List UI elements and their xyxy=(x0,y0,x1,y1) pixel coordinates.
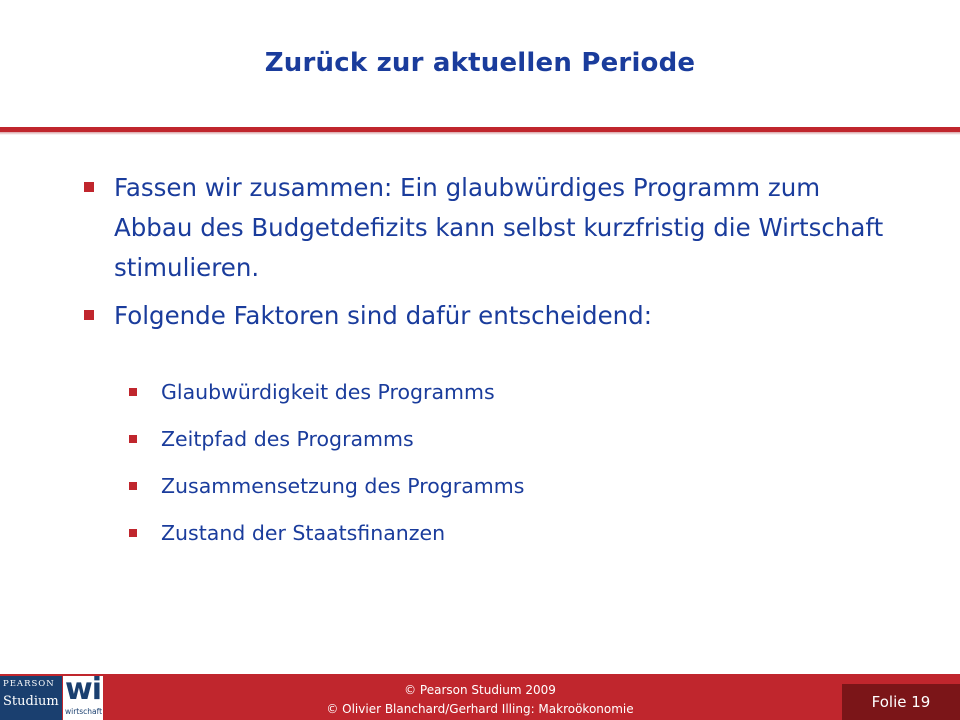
copyright-line: © Pearson Studium 2009 xyxy=(404,683,556,697)
bullet-list xyxy=(82,168,902,336)
subbullet-item xyxy=(127,377,887,407)
logo-wi-text: wi xyxy=(65,672,101,707)
square-bullet-icon xyxy=(129,482,137,490)
logo-pearson-text: PEARSON xyxy=(3,679,55,689)
subbullet-item xyxy=(127,518,887,548)
subbullet-text: Zusammensetzung des Programms xyxy=(161,474,525,498)
subbullet-list xyxy=(127,377,887,565)
subbullet-item xyxy=(127,471,887,501)
pearson-studium-logo xyxy=(0,676,62,720)
square-bullet-icon xyxy=(129,529,137,537)
subbullet-text: Zeitpfad des Programms xyxy=(161,427,414,451)
wi-wirtschaft-logo xyxy=(63,672,103,720)
logo-wirtschaft-text: wirtschaft xyxy=(65,707,103,716)
bullet-text: Fassen wir zusammen: Ein glaubwürdiges Programm zum Abbau des Budgetdefizits kann selbst kurzfristig die Wirtschaft stimulieren. xyxy=(114,173,884,282)
title-rule-shadow xyxy=(0,132,960,135)
bullet-item xyxy=(82,168,902,288)
square-bullet-icon xyxy=(84,182,94,192)
square-bullet-icon xyxy=(84,310,94,320)
subbullet-text: Zustand der Staatsfinanzen xyxy=(161,521,446,545)
logo-studium-text: Studium xyxy=(3,694,59,709)
subbullet-text: Glaubwürdigkeit des Programms xyxy=(161,380,495,404)
square-bullet-icon xyxy=(129,435,137,443)
square-bullet-icon xyxy=(129,388,137,396)
slide-number: Folie 19 xyxy=(842,684,960,720)
bullet-item xyxy=(82,296,902,336)
copyright-line: © Olivier Blanchard/Gerhard Illing: Makroökonomie xyxy=(326,702,634,716)
slide-title: Zurück zur aktuellen Periode xyxy=(264,48,696,78)
bullet-text: Folgende Faktoren sind dafür entscheidend: xyxy=(114,301,652,330)
subbullet-item xyxy=(127,424,887,454)
copyright-notice xyxy=(300,681,660,719)
